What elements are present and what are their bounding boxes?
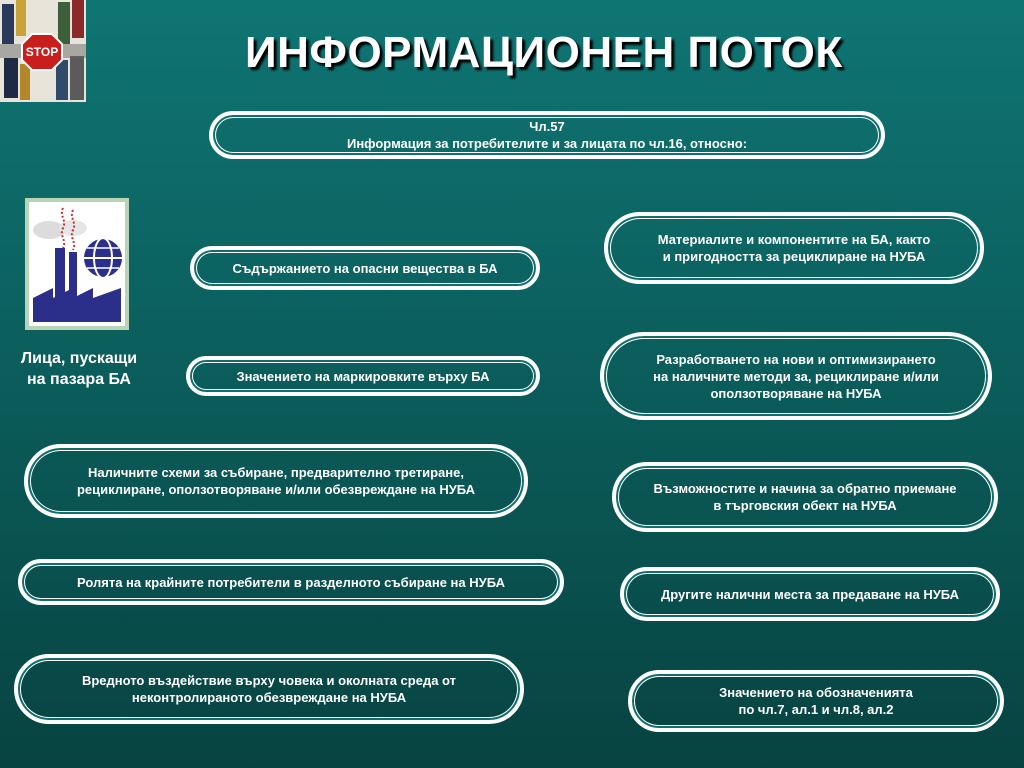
- right-item-text: Другите налични места за предаване на НУБА: [660, 586, 960, 602]
- stop-text: STOP: [25, 45, 59, 59]
- right-item-5: [628, 670, 1004, 732]
- right-item-text: Разработването на нови и оптимизирането на наличните методи за, рециклиране и/или оползотворяване на НУБА: [653, 351, 939, 401]
- factory-globe-icon: [25, 198, 129, 330]
- left-item-3: [24, 444, 528, 518]
- right-item-2: [600, 332, 992, 420]
- page-title: ИНФОРМАЦИОНЕН ПОТОК: [245, 28, 843, 77]
- left-item-1: [190, 246, 540, 290]
- right-item-text: Възможностите и начина за обратно приемане в търговския обект на НУБА: [653, 481, 957, 513]
- right-item-text: Материалите и компонентите на БА, както и пригодността за рециклиране на НУБА: [657, 232, 931, 264]
- right-item-3: [612, 462, 998, 532]
- header-box-text: Чл.57 Информация за потребителите и за лицата по чл.16, относно:: [346, 119, 748, 151]
- left-item-text: Съдържанието на опасни вещества в БА: [232, 260, 498, 276]
- left-item-4: [18, 559, 564, 605]
- left-item-text: Ролята на крайните потребители в разделното събиране на НУБА: [77, 574, 505, 590]
- right-item-4: [620, 567, 1000, 621]
- left-item-text: Наличните схеми за събиране, предварително третиране, рециклиране, оползотворяване и/или обезвреждане на НУБА: [76, 465, 476, 497]
- left-item-text: Вредното въздействие върху човека и околната среда от неконтролираното обезвреждане на НУБА: [81, 673, 457, 705]
- left-item-5: [14, 654, 524, 724]
- right-item-1: [604, 212, 984, 284]
- side-label: Лица, пускащи на пазара БА: [20, 350, 138, 388]
- header-box: [209, 111, 885, 159]
- right-item-text: Значението на обозначенията по чл.7, ал.1 и чл.8, ал.2: [719, 685, 913, 717]
- stop-logo-icon: [0, 0, 86, 102]
- left-item-2: [186, 356, 540, 396]
- left-item-text: Значението на маркировките върху БА: [236, 368, 490, 384]
